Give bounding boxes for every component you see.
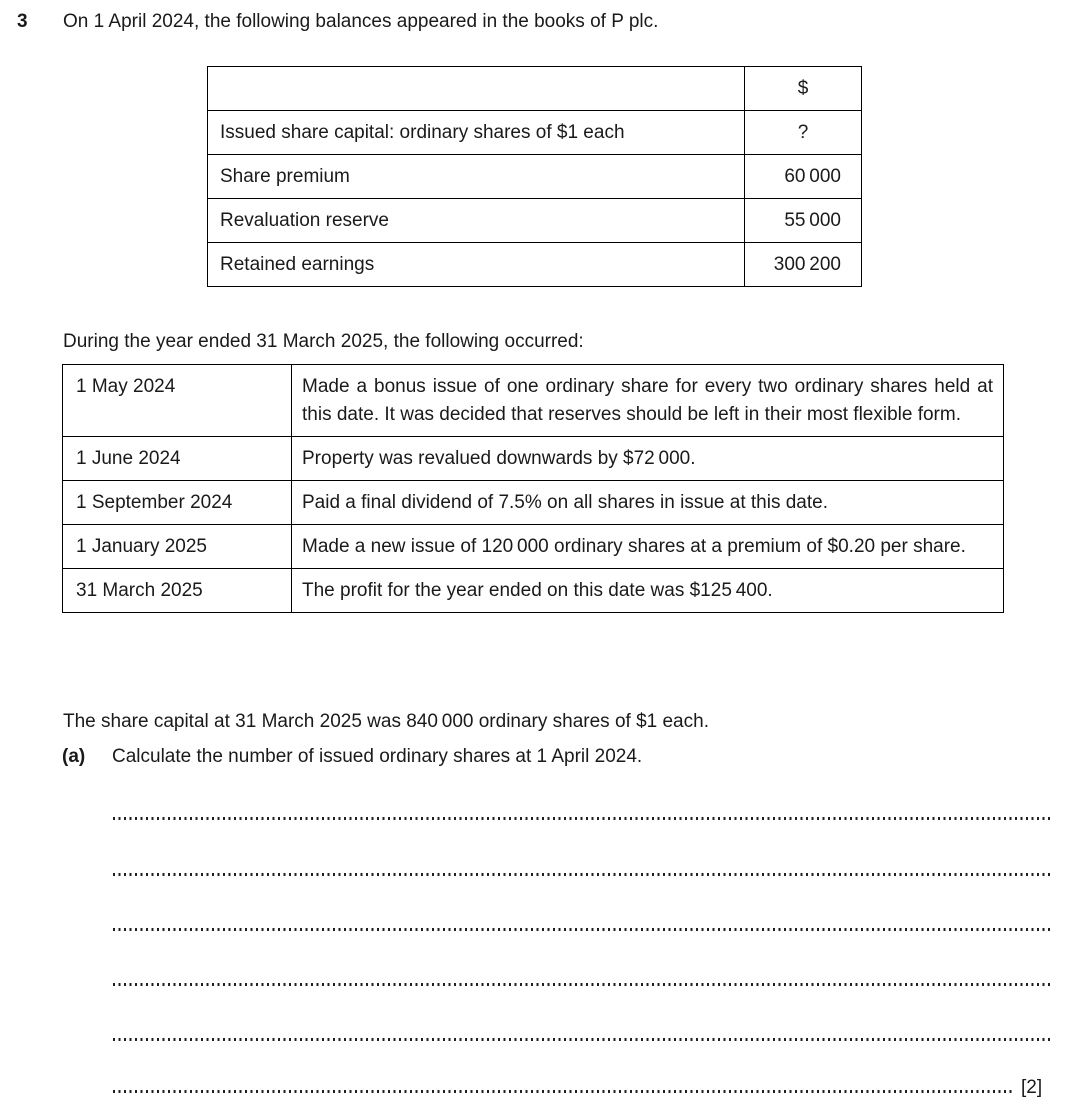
- events-intro: During the year ended 31 March 2025, the following occurred:: [63, 331, 584, 352]
- table-row: [208, 199, 862, 243]
- event-date: 1 June 2024: [63, 437, 292, 481]
- balance-amount: 300 200: [745, 243, 862, 287]
- balance-label: Issued share capital: ordinary shares of $1 each: [208, 111, 745, 155]
- table-row: [63, 525, 1004, 569]
- table-row: [63, 365, 1004, 437]
- answer-line: [113, 1090, 1012, 1093]
- balances-header-blank-cell: [208, 67, 745, 111]
- answer-line: [113, 817, 1050, 820]
- event-date: 31 March 2025: [63, 569, 292, 613]
- event-date: 1 January 2025: [63, 525, 292, 569]
- question-number: 3: [17, 11, 28, 32]
- answer-line: [113, 983, 1050, 986]
- event-date: 1 September 2024: [63, 481, 292, 525]
- balance-amount: 60 000: [745, 155, 862, 199]
- marks-badge: [2]: [1021, 1077, 1043, 1098]
- balance-amount: 55 000: [745, 199, 862, 243]
- part-a-text: Calculate the number of issued ordinary shares at 1 April 2024.: [112, 746, 643, 767]
- closing-note: The share capital at 31 March 2025 was 840 000 ordinary shares of $1 each.: [63, 711, 709, 732]
- table-row: [63, 481, 1004, 525]
- event-date: 1 May 2024: [63, 365, 292, 437]
- part-a-label: (a): [62, 746, 86, 767]
- table-row: [63, 437, 1004, 481]
- table-row: [208, 155, 862, 199]
- part-a-question: [62, 746, 1042, 768]
- balances-header-row: [208, 67, 862, 111]
- event-description: The profit for the year ended on this date was $125 400.: [292, 569, 1004, 613]
- event-description: Property was revalued downwards by $72 000.: [292, 437, 1004, 481]
- balance-label: Retained earnings: [208, 243, 745, 287]
- balance-amount: ?: [745, 111, 862, 155]
- question-header: [17, 11, 1047, 33]
- question-intro: On 1 April 2024, the following balances appeared in the books of P plc.: [63, 11, 659, 32]
- answer-line: [113, 928, 1050, 931]
- table-row: [208, 243, 862, 287]
- event-description: Made a bonus issue of one ordinary share for every two ordinary shares held at this date. It was decided that reserves should be left in their most flexible form.: [292, 365, 1004, 437]
- balance-label: Share premium: [208, 155, 745, 199]
- answer-line: [113, 873, 1050, 876]
- balances-table: [207, 66, 862, 287]
- table-row: [208, 111, 862, 155]
- table-row: [63, 569, 1004, 613]
- currency-header: $: [745, 67, 862, 111]
- events-table: [62, 364, 1004, 613]
- event-description: Made a new issue of 120 000 ordinary shares at a premium of $0.20 per share.: [292, 525, 1004, 569]
- answer-line: [113, 1038, 1050, 1041]
- balance-label: Revaluation reserve: [208, 199, 745, 243]
- event-description: Paid a final dividend of 7.5% on all shares in issue at this date.: [292, 481, 1004, 525]
